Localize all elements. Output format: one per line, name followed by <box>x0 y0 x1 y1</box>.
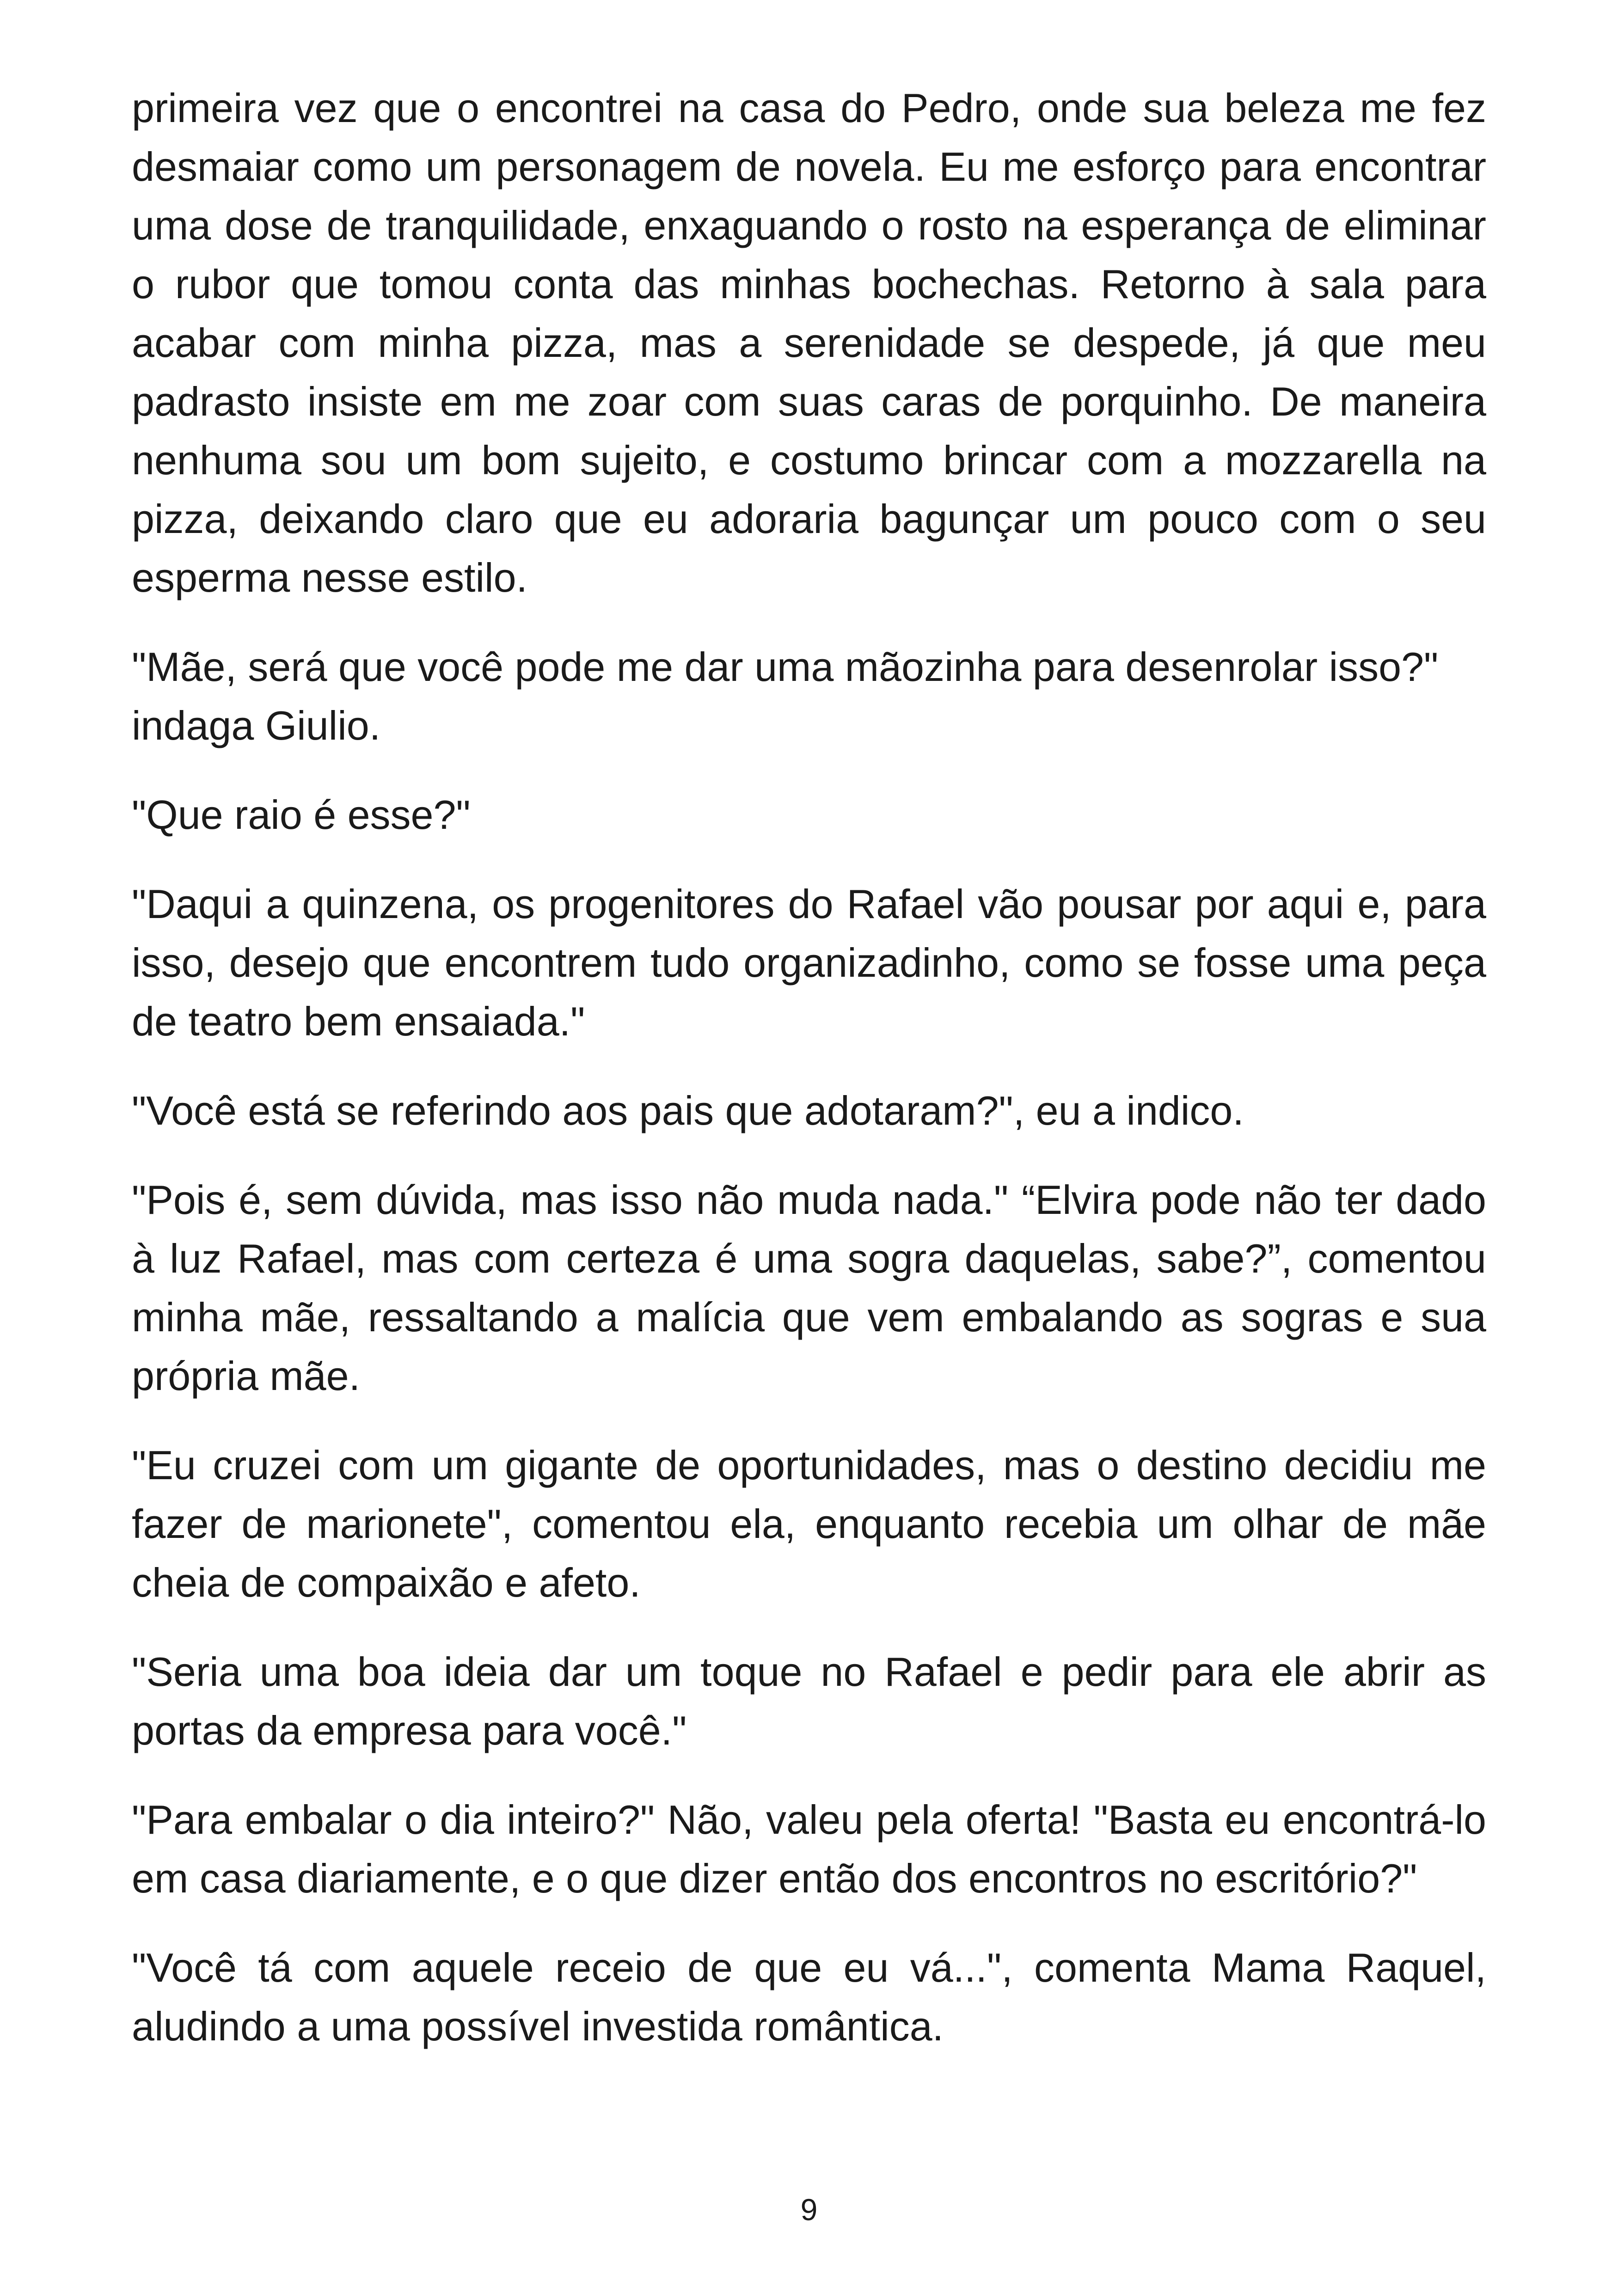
paragraph: "Eu cruzei com um gigante de oportunidades, mas o destino decidiu me fazer de marionete", comentou ela, enquanto recebia um olhar de mãe cheia de compaixão e afeto. <box>132 1442 1486 1605</box>
paragraph: primeira vez que o encontrei na casa do Pedro, onde sua beleza me fez desmaiar como um personagem de novela. Eu me esforço para encontrar uma dose de tranquilidade, enxaguando o rosto na esperança de eliminar o rubor que tomou conta das minhas bochechas. Retorno à sala para acabar com minha pizza, mas a serenidade se despede, já que meu padrasto insiste em me zoar com suas caras de porquinho. De maneira nenhuma sou um bom sujeito, e costumo brincar com a mozzarella na pizza, deixando claro que eu adoraria bagunçar um pouco com o seu esperma nesse estilo. <box>132 85 1486 600</box>
paragraph: "Mãe, será que você pode me dar uma mãozinha para desenrolar isso?" indaga Giulio. <box>132 644 1439 748</box>
paragraph: "Seria uma boa ideia dar um toque no Rafael e pedir para ele abrir as portas da empresa para você." <box>132 1649 1486 1753</box>
paragraph: "Daqui a quinzena, os progenitores do Rafael vão pousar por aqui e, para isso, desejo que encontrem tudo organizadinho, como se fosse uma peça de teatro bem ensaiada." <box>132 881 1486 1044</box>
body-text <box>132 79 1486 2086</box>
paragraph: "Que raio é esse?" <box>132 792 471 838</box>
paragraph: "Você está se referindo aos pais que adotaram?", eu a indico. <box>132 1088 1244 1133</box>
paragraph: "Pois é, sem dúvida, mas isso não muda nada." “Elvira pode não ter dado à luz Rafael, mas com certeza é uma sogra daquelas, sabe?”, comentou minha mãe, ressaltando a malícia que vem embalando as sogras e sua própria mãe. <box>132 1177 1486 1399</box>
paragraph: "Você tá com aquele receio de que eu vá...", comenta Mama Raquel, aludindo a uma possível investida romântica. <box>132 1945 1486 2049</box>
paragraph: "Para embalar o dia inteiro?" Não, valeu pela oferta! "Basta eu encontrá-lo em casa diariamente, e o que dizer então dos encontros no escritório?" <box>132 1797 1486 1901</box>
page-number: 9 <box>800 2192 818 2227</box>
